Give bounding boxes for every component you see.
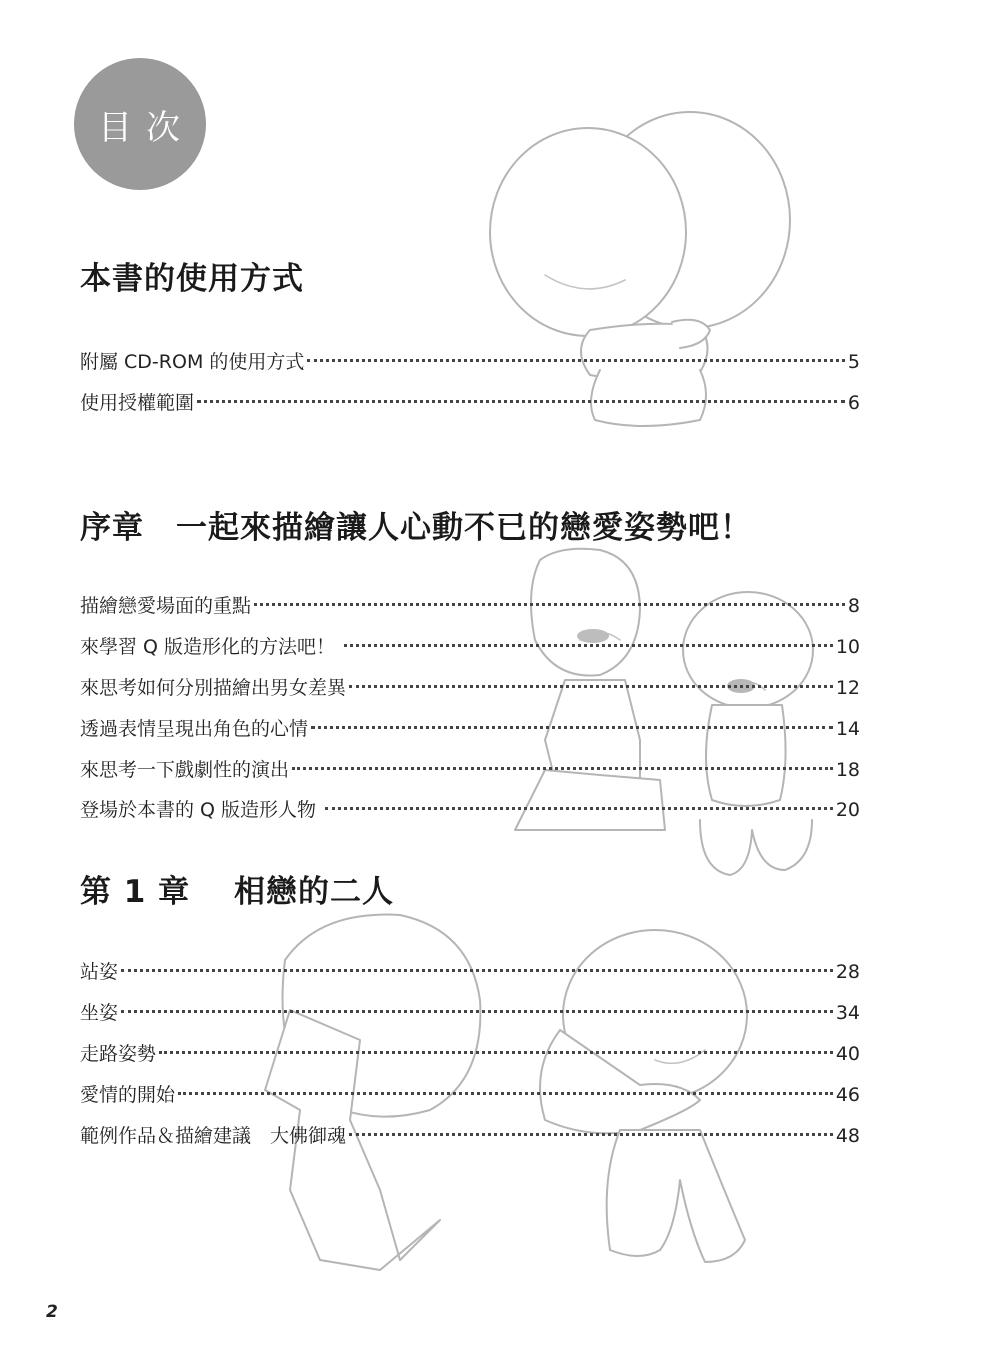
hugging-couple-illustration: [490, 112, 790, 426]
toc-entry-page: 6: [847, 392, 860, 414]
toc-entry-page: 18: [835, 759, 860, 781]
toc-entry-page: 34: [835, 1002, 860, 1024]
dot-leader: [121, 969, 833, 972]
toc-entry[interactable]: [80, 998, 860, 1028]
toc-entry-label: 來思考一下戲劇性的演出: [80, 759, 290, 781]
toc-entry[interactable]: [80, 388, 860, 418]
dot-leader: [178, 1092, 833, 1095]
toc-entry[interactable]: [80, 632, 860, 662]
dot-leader: [292, 767, 833, 770]
toc-entry-label: 愛情的開始: [80, 1084, 176, 1106]
toc-entry-page: 28: [835, 961, 860, 983]
dot-leader: [325, 807, 833, 810]
toc-entry-page: 12: [835, 677, 860, 699]
toc-entry[interactable]: [80, 755, 860, 785]
section-title-how-to-use: 本書的使用方式: [80, 261, 304, 297]
toc-entry-page: 20: [835, 799, 860, 821]
dot-leader: [197, 400, 845, 403]
toc-title-badge: 目次: [74, 58, 206, 190]
toc-entry-page: 8: [847, 595, 860, 617]
toc-entry-label: 登場於本書的 Q 版造形人物: [80, 799, 323, 821]
toc-entry-label: 描繪戀愛場面的重點: [80, 595, 252, 617]
toc-entry-label: 坐姿: [80, 1002, 119, 1024]
dot-leader: [344, 644, 833, 647]
toc-entry-label: 來思考如何分別描繪出男女差異: [80, 677, 347, 699]
page-number: 2: [46, 1302, 58, 1322]
dot-leader: [159, 1051, 833, 1054]
toc-entry[interactable]: [80, 795, 860, 825]
toc-entry-label: 站姿: [80, 961, 119, 983]
toc-entry[interactable]: [80, 714, 860, 744]
toc-entry-label: 透過表情呈現出角色的心情: [80, 718, 309, 740]
toc-entry-label: 範例作品＆描繪建議 大佛御魂: [80, 1125, 347, 1147]
dot-leader: [349, 685, 833, 688]
toc-entry-page: 10: [835, 636, 860, 658]
toc-entry-label: 使用授權範圍: [80, 392, 195, 414]
toc-entry-page: 48: [835, 1125, 860, 1147]
toc-entry[interactable]: [80, 1039, 860, 1069]
toc-entry[interactable]: [80, 347, 860, 377]
dot-leader: [254, 603, 845, 606]
toc-entry-label: 走路姿勢: [80, 1043, 157, 1065]
section-title-chapter-1: 第 1 章 相戀的二人: [80, 874, 394, 910]
toc-entry[interactable]: [80, 591, 860, 621]
dot-leader: [307, 359, 845, 362]
toc-entry-page: 14: [835, 718, 860, 740]
toc-entry-page: 40: [835, 1043, 860, 1065]
toc-entry-page: 46: [835, 1084, 860, 1106]
toc-entry[interactable]: [80, 1080, 860, 1110]
toc-entry-label: 附屬 CD-ROM 的使用方式: [80, 351, 305, 373]
toc-entry-label: 來學習 Q 版造形化的方法吧！: [80, 636, 342, 658]
toc-entry[interactable]: [80, 1121, 860, 1151]
toc-entry[interactable]: [80, 957, 860, 987]
dot-leader: [349, 1133, 833, 1136]
dot-leader: [121, 1010, 833, 1013]
toc-entry-page: 5: [847, 351, 860, 373]
toc-entry[interactable]: [80, 673, 860, 703]
dot-leader: [311, 726, 833, 729]
section-title-prologue: 序章 一起來描繪讓人心動不已的戀愛姿勢吧！: [80, 510, 752, 546]
